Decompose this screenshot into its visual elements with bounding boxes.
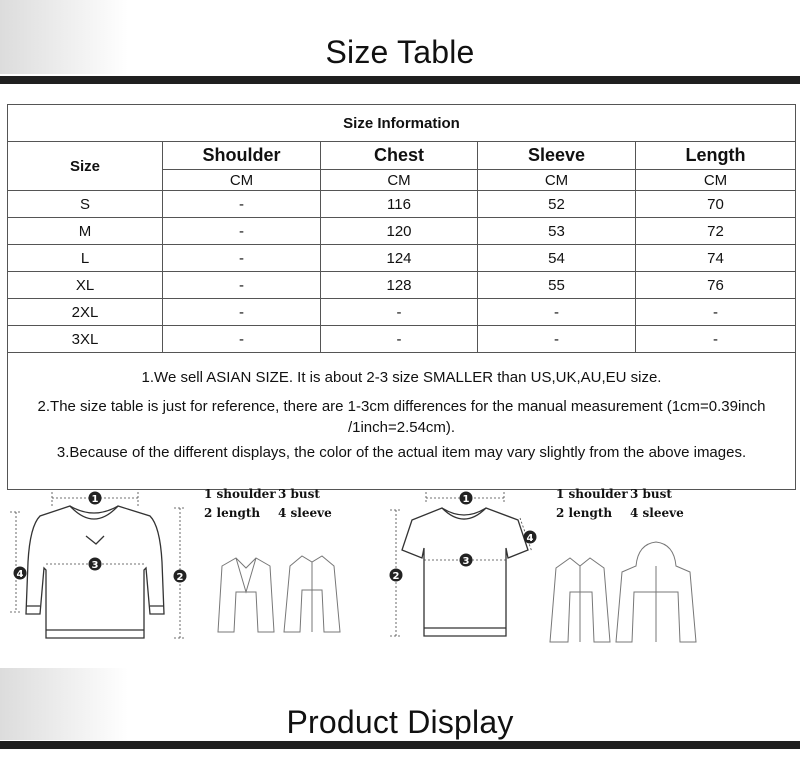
- marker-3-icon: [460, 554, 473, 568]
- tshirt-outline-icon: [402, 508, 528, 636]
- size-cell: XL: [8, 272, 163, 299]
- svg-text:4: 4: [526, 533, 534, 544]
- footer-divider: [0, 741, 800, 749]
- unit-label: CM: [636, 170, 796, 191]
- table-cell: -: [636, 326, 796, 353]
- zip-jacket-icon: [284, 556, 340, 632]
- page-title: Size Table: [325, 34, 475, 70]
- svg-text:2: 2: [176, 572, 184, 583]
- legend-right: [556, 485, 684, 523]
- column-header-shoulder: Shoulder: [163, 142, 321, 170]
- section-title-product-display: Product Display: [286, 704, 514, 740]
- note-1: 1.We sell ASIAN SIZE. It is about 2-3 size SMALLER than US,UK,AU,EU size.: [141, 369, 662, 386]
- table-row: [8, 299, 796, 326]
- table-cell: -: [163, 218, 321, 245]
- marker-1-icon: [460, 492, 473, 506]
- table-title: Size Information: [8, 105, 796, 142]
- table-cell: 116: [321, 191, 478, 218]
- svg-text:3: 3: [462, 556, 470, 567]
- marker-3-icon: [89, 558, 102, 572]
- note-3: 3.Because of the different displays, the color of the actual item may vary slightly from the above images.: [56, 444, 747, 461]
- size-table: [7, 104, 796, 490]
- size-notes: [8, 353, 796, 490]
- unit-label: CM: [163, 170, 321, 191]
- table-cell: 120: [321, 218, 478, 245]
- legend-item: 4 sleeve: [630, 506, 684, 520]
- unit-label: CM: [321, 170, 478, 191]
- table-cell: -: [163, 245, 321, 272]
- blazer-icon: [218, 558, 274, 632]
- column-header-chest: Chest: [321, 142, 478, 170]
- table-row: [8, 191, 796, 218]
- svg-text:4: 4: [16, 569, 24, 580]
- svg-text:1: 1: [91, 494, 99, 505]
- size-cell: S: [8, 191, 163, 218]
- legend-item: 3 bust: [278, 487, 320, 501]
- table-row: [8, 326, 796, 353]
- table-row: [8, 272, 796, 299]
- table-cell: 74: [636, 245, 796, 272]
- svg-text:1: 1: [462, 494, 470, 505]
- table-row: [8, 218, 796, 245]
- size-cell: M: [8, 218, 163, 245]
- legend-item: 1 shoulder: [204, 487, 276, 501]
- table-cell: -: [321, 299, 478, 326]
- table-cell: -: [163, 272, 321, 299]
- table-cell: -: [478, 299, 636, 326]
- table-cell: -: [163, 299, 321, 326]
- legend-item: 2 length: [556, 506, 613, 520]
- svg-text:3: 3: [91, 560, 99, 571]
- table-cell: -: [163, 191, 321, 218]
- table-cell: 53: [478, 218, 636, 245]
- table-row: [8, 245, 796, 272]
- table-cell: 76: [636, 272, 796, 299]
- sweater-outline-icon: [26, 506, 164, 638]
- hoodie-icon: [616, 542, 696, 642]
- marker-4-icon: [14, 567, 27, 581]
- legend-item: 1 shoulder: [556, 487, 628, 501]
- table-cell: -: [478, 326, 636, 353]
- table-cell: 70: [636, 191, 796, 218]
- table-cell: 128: [321, 272, 478, 299]
- legend-item: 4 sleeve: [278, 506, 332, 520]
- size-column-header: Size: [8, 142, 163, 191]
- table-cell: 55: [478, 272, 636, 299]
- header-divider: [0, 76, 800, 84]
- size-cell: 3XL: [8, 326, 163, 353]
- table-cell: 72: [636, 218, 796, 245]
- table-cell: 124: [321, 245, 478, 272]
- size-cell: 2XL: [8, 299, 163, 326]
- legend-item: 3 bust: [630, 487, 672, 501]
- unit-label: CM: [478, 170, 636, 191]
- marker-2-icon: [174, 570, 187, 584]
- marker-1-icon: [89, 492, 102, 506]
- table-cell: -: [636, 299, 796, 326]
- column-header-sleeve: Sleeve: [478, 142, 636, 170]
- marker-2-icon: [390, 569, 403, 583]
- note-2: 2.The size table is just for reference, there are 1-3cm differences for the manual measurement (1cm=0.39inch /1inch=2.54cm).: [37, 398, 766, 436]
- size-cell: L: [8, 245, 163, 272]
- sweater-measurement-diagram: [0, 482, 400, 652]
- table-cell: 54: [478, 245, 636, 272]
- svg-text:2: 2: [392, 571, 400, 582]
- table-cell: 52: [478, 191, 636, 218]
- table-cell: -: [321, 326, 478, 353]
- legend-item: 2 length: [204, 506, 261, 520]
- table-cell: -: [163, 326, 321, 353]
- legend-left: [204, 485, 332, 523]
- column-header-length: Length: [636, 142, 796, 170]
- shirt-icon: [550, 558, 610, 642]
